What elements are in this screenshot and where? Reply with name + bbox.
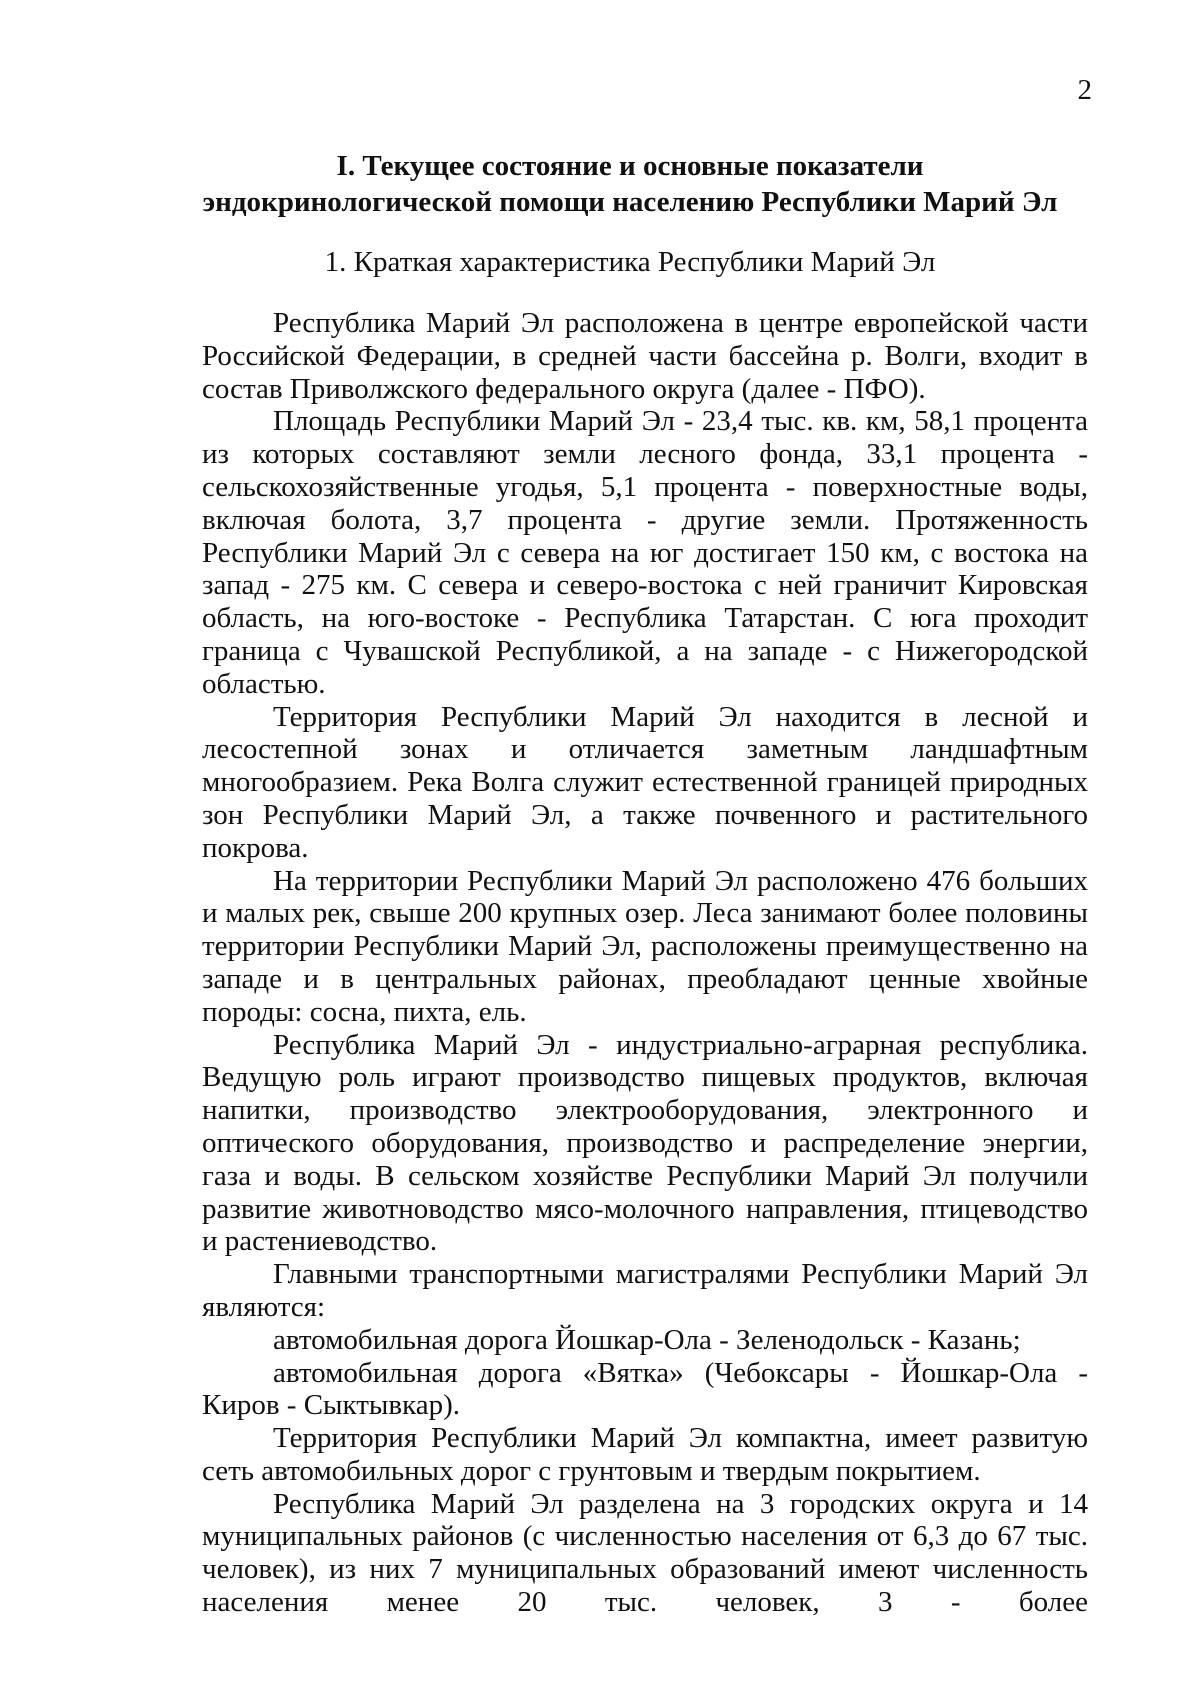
- list-item: автомобильная дорога Йошкар-Ола - Зеленодольск - Казань;: [273, 1323, 1021, 1356]
- subsection-heading: 1. Краткая характеристика Республики Марий Эл: [324, 246, 936, 278]
- paragraph: Территория Республики Марий Эл компактна, имеет развитую сеть автомобильных дорог с грунтовым и твердым покрытием.: [202, 1422, 1088, 1487]
- paragraph: Площадь Республики Марий Эл - 23,4 тыс. кв. км, 58,1 процента из которых составляют земли лесного фонда, 33,1 процента - сельскохозяйственные угодья, 5,1 процента - поверхностные воды, включая болота, 3,7 процента - другие земли. Протяженность Республики Марий Эл с севера на юг достигает 150 км, с востока на запад - 275 км. С севера и северо-востока с ней граничит Кировская область, на юго-востоке - Республика Татарстан. С юга проходит граница с Чувашской Республикой, а на западе - с Нижегородской областью.: [202, 405, 1088, 700]
- paragraph: На территории Республики Марий Эл расположено 476 больших и малых рек, свыше 200 крупных озер. Леса занимают более половины территории Республики Марий Эл, расположены преимущественно на западе и в центральных районах, преобладают ценные хвойные породы: сосна, пихта, ель.: [202, 864, 1088, 1028]
- body-text: [202, 307, 1088, 1619]
- paragraph: Республика Марий Эл разделена на 3 городских округа и 14 муниципальных районов (с численностью населения от 6,3 до 67 тыс. человек), из них 7 муниципальных образований имеют численность населения менее 20 тыс. человек, 3 - более: [202, 1487, 1088, 1619]
- section-heading: [170, 148, 1090, 220]
- paragraph: Территория Республики Марий Эл находится в лесной и лесостепной зонах и отличается заметным ландшафтным многообразием. Река Волга служит естественной границей природных зон Республики Марий Эл, а также почвенного и растительного покрова.: [202, 700, 1088, 864]
- page-number: 2: [1077, 74, 1092, 106]
- section-heading-line-1: I. Текущее состояние и основные показатели: [336, 150, 924, 182]
- list-item: автомобильная дорога «Вятка» (Чебоксары - Йошкар-Ола - Киров - Сыктывкар).: [202, 1356, 1088, 1422]
- paragraph: Республика Марий Эл - индустриально-аграрная республика. Ведущую роль играют производство пищевых продуктов, включая напитки, производство электрооборудования, электронного и оптического оборудования, производство и распределение энергии, газа и воды. В сельском хозяйстве Республики Марий Эл получили развитие животноводство мясо-молочного направления, птицеводство и растениеводство.: [202, 1028, 1088, 1258]
- paragraph: Республика Марий Эл расположена в центре европейской части Российской Федерации, в средней части бассейна р. Волги, входит в состав Приволжского федерального округа (далее - ПФО).: [202, 307, 1088, 405]
- paragraph: Главными транспортными магистралями Республики Марий Эл являются:: [202, 1258, 1088, 1323]
- section-heading-line-2: эндокринологической помощи населению Республики Марий Эл: [202, 186, 1058, 218]
